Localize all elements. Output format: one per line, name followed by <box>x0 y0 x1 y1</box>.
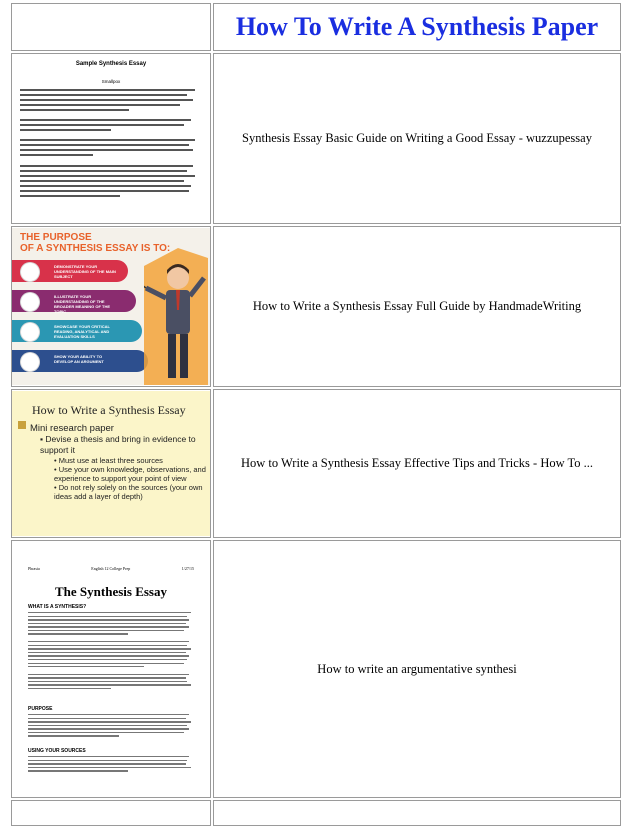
caption-text[interactable]: Synthesis Essay Basic Guide on Writing a Good Essay - wuzzupessay <box>242 131 592 145</box>
section-heading: USING YOUR SOURCES <box>28 748 86 754</box>
result-thumbnail[interactable] <box>11 389 211 538</box>
infographic-heading: THE PURPOSE OF A SYNTHESIS ESSAY IS TO: <box>20 232 171 254</box>
caption-text[interactable]: How to Write a Synthesis Essay Effective Tips and Tricks - How To ... <box>240 456 594 470</box>
empty-cell <box>213 800 621 826</box>
title-cell <box>213 3 621 51</box>
slide-bullets: Mini research paper ▪ Devise a thesis and bring in evidence to support it • Must use at least three sources • Use your own knowledge, observations, and experience to support your point of view • Do not rely solely on the sources (your own ideas add a layer of depth) <box>30 423 206 501</box>
text-lines <box>20 139 202 159</box>
caption-text[interactable]: How to Write a Synthesis Essay Full Guide by HandmadeWriting <box>252 299 582 313</box>
sample-essay-image[interactable] <box>12 55 210 222</box>
empty-row <box>11 800 621 826</box>
results-grid <box>9 1 623 828</box>
empty-cell <box>11 800 211 826</box>
purpose-band: SHOW YOUR ABILITY TO DEVELOP AN ARGUMENT <box>12 350 148 372</box>
purpose-band: DEMONSTRATE YOUR UNDERSTANDING OF THE MAIN SUBJECT <box>12 260 128 282</box>
section-heading: PURPOSE <box>28 706 53 712</box>
page-title: How To Write A Synthesis Paper <box>235 12 599 41</box>
text-lines <box>28 714 194 739</box>
empty-cell <box>11 3 211 51</box>
purpose-band: ILLUSTRATE YOUR UNDERSTANDING OF THE BROADER MEANING OF THE TOPIC <box>12 290 136 312</box>
document-title: The Synthesis Essay <box>55 584 167 599</box>
text-lines <box>20 165 202 200</box>
text-lines <box>28 612 194 692</box>
result-row[interactable] <box>11 540 621 798</box>
text-lines <box>28 756 194 774</box>
essay-document-image[interactable] <box>12 556 210 782</box>
caption-text[interactable]: How to write an argumentative synthesi <box>317 661 517 676</box>
result-thumbnail[interactable] <box>11 226 211 387</box>
teacher-illustration-icon <box>144 248 208 385</box>
text-lines <box>20 89 202 114</box>
slide-title: How to Write a Synthesis Essay <box>32 403 186 417</box>
result-caption[interactable] <box>213 540 621 798</box>
slide-image[interactable] <box>12 391 210 536</box>
infographic-image[interactable] <box>12 228 210 385</box>
header-row <box>11 3 621 51</box>
result-row[interactable] <box>11 53 621 224</box>
thumb-subheading: Smallpox <box>101 79 121 84</box>
result-thumbnail[interactable] <box>11 53 211 224</box>
result-row[interactable] <box>11 389 621 538</box>
result-thumbnail[interactable] <box>11 540 211 798</box>
text-lines <box>20 119 202 134</box>
purpose-band: SHOWCASE YOUR CRITICAL READING, ANALYTICAL AND EVALUATION SKILLS <box>12 320 142 342</box>
result-caption[interactable] <box>213 389 621 538</box>
result-row[interactable] <box>11 226 621 387</box>
thumb-heading: Sample Synthesis Essay <box>75 61 147 67</box>
result-caption[interactable] <box>213 53 621 224</box>
section-heading: WHAT IS A SYNTHESIS? <box>28 604 87 610</box>
document-header: Phrasia English 12 College Prep 1/27/15 <box>28 566 194 571</box>
result-caption[interactable] <box>213 226 621 387</box>
